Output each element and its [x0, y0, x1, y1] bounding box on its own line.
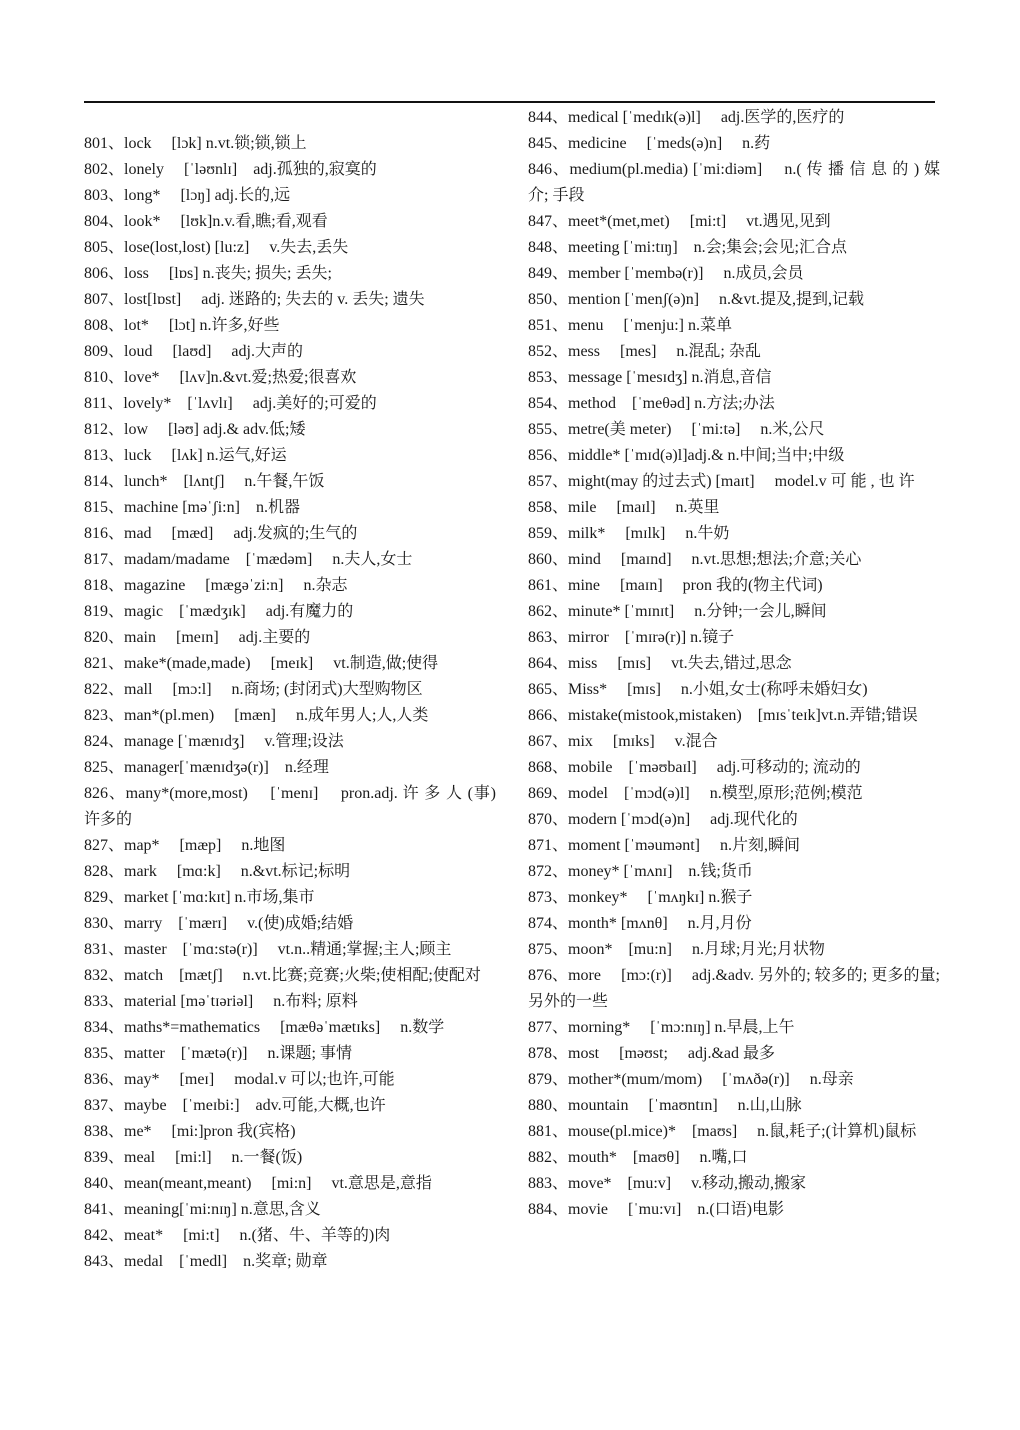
vocab-entry: 827、map* [mæp] n.地图 — [84, 837, 286, 854]
vocab-entry: 836、may* [meɪ] modal.v 可以;也许,可能 — [84, 1071, 395, 1088]
vocab-entry: 846、medium(pl.media) [ˈmi:diəm] n.( 传 播 信 息 的 ) 媒介; 手段 — [528, 161, 940, 204]
vocab-entry: 863、mirror [ˈmɪrə(r)] n.镜子 — [528, 629, 735, 646]
vocab-entry: 813、luck [lʌk] n.运气,好运 — [84, 447, 287, 464]
vocab-entry: 821、make*(made,made) [meɪk] vt.制造,做;使得 — [84, 655, 439, 672]
vocab-entry: 866、mistake(mistook,mistaken) [mɪsˈteɪk]vt.n.弄错;错误 — [528, 707, 918, 724]
vocab-entry: 838、me* [mi:]pron 我(宾格) — [84, 1123, 296, 1140]
vocab-entry: 853、message [ˈmesɪdʒ] n.消息,音信 — [528, 369, 772, 386]
vocab-entry: 857、might(may 的过去式) [maɪt] model.v 可 能 , 也 许 — [528, 473, 915, 490]
vocab-entry: 804、look* [lʊk]n.v.看,瞧;看,观看 — [84, 213, 328, 230]
vocab-entry: 835、matter [ˈmætə(r)] n.课题; 事情 — [84, 1045, 352, 1062]
vocab-entry: 856、middle* [ˈmɪd(ə)l]adj.& n.中间;当中;中级 — [528, 447, 845, 464]
vocab-entry: 849、member [ˈmembə(r)] n.成员,会员 — [528, 265, 804, 282]
vocab-entry: 880、mountain [ˈmaʊntɪn] n.山,山脉 — [528, 1097, 802, 1114]
vocab-entry: 839、meal [mi:l] n.一餐(饭) — [84, 1149, 303, 1166]
vocab-entry: 803、long* [lɔŋ] adj.长的,远 — [84, 187, 291, 204]
vocab-entry: 872、money* [ˈmʌnɪ] n.钱;货币 — [528, 863, 753, 880]
vocab-entry: 812、low [ləʊ] adj.& adv.低;矮 — [84, 421, 306, 438]
vocab-entry: 808、lot* [lɔt] n.许多,好些 — [84, 317, 280, 334]
vocab-entry: 865、Miss* [mɪs] n.小姐,女士(称呼未婚妇女) — [528, 681, 868, 698]
vocab-entry: 825、manager[ˈmænɪdʒə(r)] n.经理 — [84, 759, 329, 776]
vocab-entry: 858、mile [maɪl] n.英里 — [528, 499, 720, 516]
vocab-entry: 826、many*(more,most) [ˈmenɪ] pron.adj. 许 多 人 (事)许多的 — [84, 785, 496, 828]
vocab-entry: 883、move* [mu:v] v.移动,搬动,搬家 — [528, 1175, 807, 1192]
vocab-entry: 837、maybe [ˈmeɪbi:] adv.可能,大概,也许 — [84, 1097, 386, 1114]
vocab-entry: 873、monkey* [ˈmʌŋkɪ] n.猴子 — [528, 889, 753, 906]
vocab-entry: 844、medical [ˈmedɪk(ə)l] adj.医学的,医疗的 — [528, 109, 845, 126]
vocab-entry: 884、movie [ˈmu:vɪ] n.(口语)电影 — [528, 1201, 784, 1218]
vocab-entry: 816、mad [mæd] adj.发疯的;生气的 — [84, 525, 358, 542]
vocab-entry: 851、menu [ˈmenju:] n.菜单 — [528, 317, 732, 334]
vocab-entry: 847、meet*(met,met) [mi:t] vt.遇见,见到 — [528, 213, 831, 230]
vocab-entry: 806、loss [lɒs] n.丧失; 损失; 丢失; — [84, 265, 332, 282]
vocab-entry: 879、mother*(mum/mom) [ˈmʌðə(r)] n.母亲 — [528, 1071, 854, 1088]
vocab-entry: 848、meeting [ˈmi:tɪŋ] n.会;集会;会见;汇合点 — [528, 239, 848, 256]
vocab-entry: 820、main [meɪn] adj.主要的 — [84, 629, 311, 646]
vocab-entry: 877、morning* [ˈmɔ:nɪŋ] n.早晨,上午 — [528, 1019, 795, 1036]
vocab-entry: 852、mess [mes] n.混乱; 杂乱 — [528, 343, 761, 360]
vocab-entry: 864、miss [mɪs] vt.失去,错过,思念 — [528, 655, 792, 672]
vocab-entry: 850、mention [ˈmenʃ(ə)n] n.&vt.提及,提到,记载 — [528, 291, 864, 308]
vocab-entry: 870、modern [ˈmɔd(ə)n] adj.现代化的 — [528, 811, 798, 828]
vocab-entry: 817、madam/madame [ˈmædəm] n.夫人,女士 — [84, 551, 413, 568]
vocab-entry: 875、moon* [mu:n] n.月球;月光;月状物 — [528, 941, 825, 958]
vocab-entry: 876、more [mɔ:(r)] adj.&adv. 另外的; 较多的; 更多的量;另外的一些 — [528, 967, 940, 1010]
left-column — [84, 131, 496, 1275]
vocab-entry: 881、mouse(pl.mice)* [maʊs] n.鼠,耗子;(计算机)鼠标 — [528, 1123, 917, 1140]
vocab-entry: 854、method [ˈmeθəd] n.方法;办法 — [528, 395, 775, 412]
vocab-entry: 807、lost[lɒst] adj. 迷路的; 失去的 v. 丢失; 遗失 — [84, 291, 425, 308]
vocab-entry: 868、mobile [ˈməʊbaɪl] adj.可移动的; 流动的 — [528, 759, 861, 776]
vocab-entry: 819、magic [ˈmædʒɪk] adj.有魔力的 — [84, 603, 354, 620]
vocab-entry: 810、love* [lʌv]n.&vt.爱;热爱;很喜欢 — [84, 369, 357, 386]
vocab-entry: 805、lose(lost,lost) [lu:z] v.失去,丢失 — [84, 239, 349, 256]
header-rule — [84, 101, 935, 103]
vocab-entry: 830、marry [ˈmærɪ] v.(使)成婚;结婚 — [84, 915, 354, 932]
vocab-entry: 840、mean(meant,meant) [mi:n] vt.意思是,意指 — [84, 1175, 432, 1192]
vocab-entry: 811、lovely* [ˈlʌvlɪ] adj.美好的;可爱的 — [84, 395, 377, 412]
vocab-entry: 818、magazine [mægəˈzi:n] n.杂志 — [84, 577, 348, 594]
vocab-entry: 815、machine [məˈʃi:n] n.机器 — [84, 499, 300, 516]
vocab-entry: 823、man*(pl.men) [mæn] n.成年男人;人,人类 — [84, 707, 429, 724]
vocab-entry: 869、model [ˈmɔd(ə)l] n.模型,原形;范例;模范 — [528, 785, 863, 802]
vocab-entry: 834、maths*=mathematics [mæθəˈmætɪks] n.数学 — [84, 1019, 445, 1036]
vocab-entry: 861、mine [maɪn] pron 我的(物主代词) — [528, 577, 823, 594]
vocab-entry: 833、material [məˈtɪəriəl] n.布料; 原料 — [84, 993, 358, 1010]
vocab-entry: 843、medal [ˈmedl] n.奖章; 勋章 — [84, 1253, 328, 1270]
vocab-entry: 842、meat* [mi:t] n.(猪、牛、羊等的)肉 — [84, 1227, 391, 1244]
vocab-entry: 832、match [mætʃ] n.vt.比赛;竞赛;火柴;使相配;使配对 — [84, 967, 481, 984]
vocab-entry: 831、master [ˈmɑ:stə(r)] vt.n..精通;掌握;主人;顾主 — [84, 941, 452, 958]
vocab-entry: 855、metre(美 meter) [ˈmi:tə] n.米,公尺 — [528, 421, 825, 438]
vocab-entry: 841、meaning[ˈmi:nɪŋ] n.意思,含义 — [84, 1201, 321, 1218]
vocab-entry: 829、market [ˈmɑ:kɪt] n.市场,集市 — [84, 889, 315, 906]
vocab-entry: 822、mall [mɔ:l] n.商场; (封闭式)大型购物区 — [84, 681, 423, 698]
vocab-entry: 862、minute* [ˈmɪnɪt] n.分钟;一会儿,瞬间 — [528, 603, 827, 620]
vocab-entry: 828、mark [mɑ:k] n.&vt.标记;标明 — [84, 863, 351, 880]
vocab-entry: 867、mix [mɪks] v.混合 — [528, 733, 718, 750]
vocab-entry: 874、month* [mʌnθ] n.月,月份 — [528, 915, 752, 932]
vocab-entry: 809、loud [laʊd] adj.大声的 — [84, 343, 303, 360]
vocab-entry: 871、moment [ˈməumənt] n.片刻,瞬间 — [528, 837, 800, 854]
vocab-entry: 802、lonely [ˈləʊnlɪ] adj.孤独的,寂寞的 — [84, 161, 377, 178]
vocab-entry: 860、mind [maɪnd] n.vt.思想;想法;介意;关心 — [528, 551, 862, 568]
vocab-entry: 814、lunch* [lʌntʃ] n.午餐,午饭 — [84, 473, 325, 490]
vocab-entry: 824、manage [ˈmænɪdʒ] v.管理;设法 — [84, 733, 344, 750]
right-column — [528, 105, 940, 1223]
vocab-entry: 801、lock [lɔk] n.vt.锁;锁,锁上 — [84, 135, 307, 152]
vocab-entry: 882、mouth* [maʊθ] n.嘴,口 — [528, 1149, 748, 1166]
vocab-entry: 878、most [məʊst; adj.&ad 最多 — [528, 1045, 775, 1062]
vocab-entry: 845、medicine [ˈmeds(ə)n] n.药 — [528, 135, 771, 152]
vocab-entry: 859、milk* [mɪlk] n.牛奶 — [528, 525, 730, 542]
